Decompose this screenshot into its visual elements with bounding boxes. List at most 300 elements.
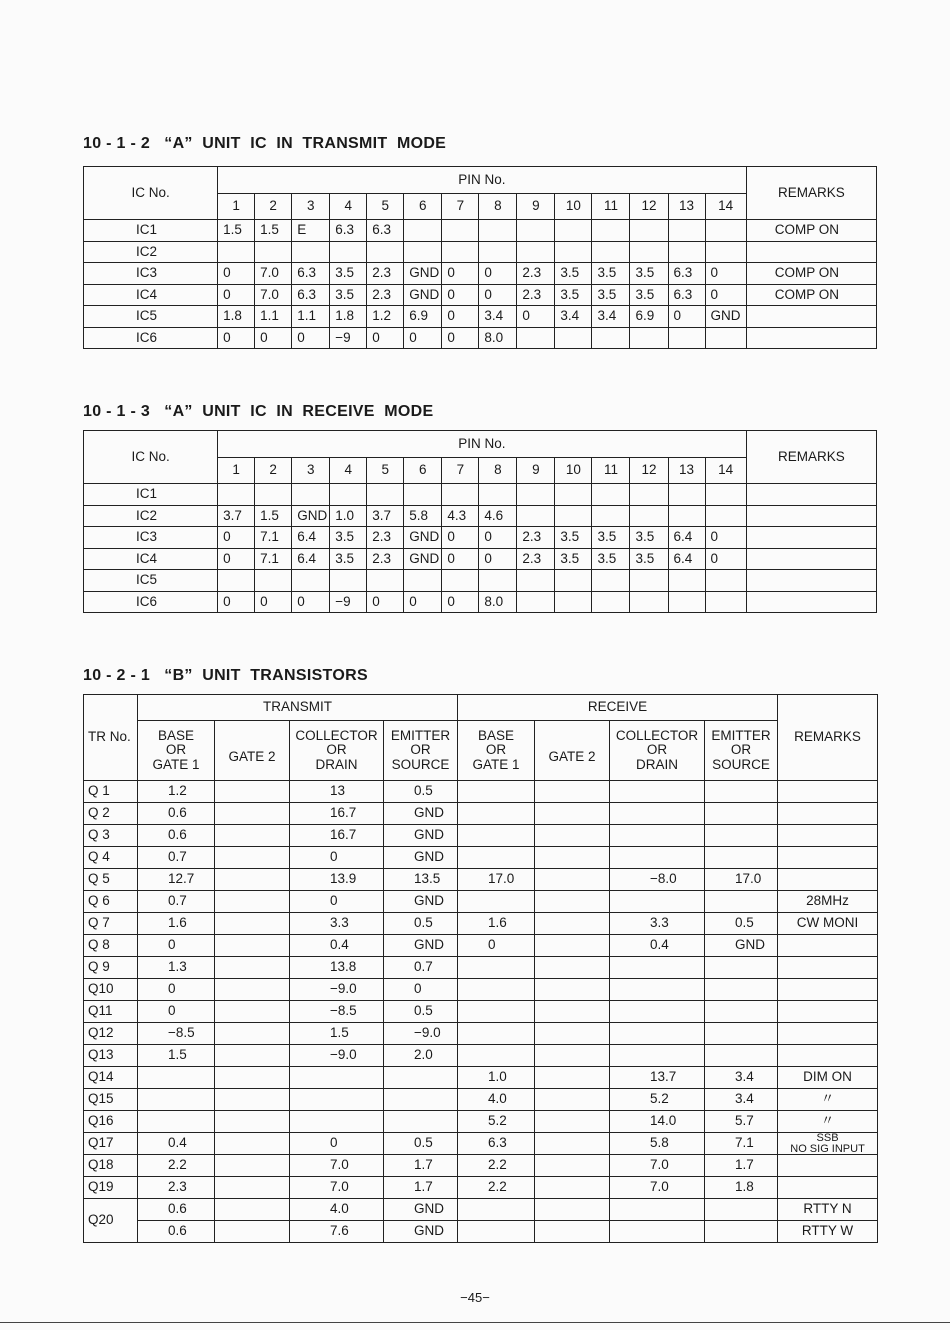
voltage-cell: 5.2 [458,1111,535,1133]
voltage-cell [458,1045,535,1067]
pin-value-cell [705,241,746,263]
voltage-cell: 1.2 [138,781,215,803]
pin-value-cell: 1.8 [330,306,367,328]
voltage-cell: −8.0 [610,869,705,891]
pin-value-cell: 0 [479,548,517,570]
voltage-cell [610,1199,705,1221]
voltage-cell [535,1155,610,1177]
pin-value-cell [630,505,668,527]
voltage-cell [610,781,705,803]
voltage-cell: GND [384,803,458,825]
pin-value-cell: 6.4 [292,527,330,549]
voltage-cell [215,913,290,935]
pin-value-cell [218,241,255,263]
ic-transmit-table [83,166,877,349]
remarks-header: REMARKS [746,167,876,220]
voltage-cell [138,1067,215,1089]
tr-number-cell: Q 3 [84,825,138,847]
pin-value-cell [367,484,404,506]
remarks-cell [778,847,878,869]
table-row [84,548,877,570]
voltage-cell [610,1221,705,1243]
pin-value-cell [705,484,746,506]
voltage-cell [535,825,610,847]
voltage-cell: −8.5 [290,1001,384,1023]
voltage-cell: 0.6 [138,1199,215,1221]
pin-value-cell: 3.4 [555,306,592,328]
pin-column-header: 8 [479,458,517,484]
pin-value-cell [442,220,479,242]
voltage-cell: 7.0 [290,1177,384,1199]
voltage-cell [705,957,778,979]
pin-value-cell [705,505,746,527]
pin-column-header: 14 [705,194,746,220]
pin-value-cell [292,570,330,592]
remarks-header: REMARKS [746,431,876,484]
voltage-cell: 1.7 [384,1155,458,1177]
section-title-transmit-ic: 10 - 1 - 2 “A” UNIT IC IN TRANSMIT MODE [83,135,447,152]
voltage-cell [705,847,778,869]
pin-value-cell [705,327,746,349]
pin-column-header: 7 [442,194,479,220]
pin-value-cell: 5.8 [404,505,442,527]
remarks-cell: COMP ON [746,220,876,242]
pin-value-cell [442,570,479,592]
pin-value-cell [555,484,592,506]
pin-value-cell: E [292,220,330,242]
voltage-cell: 13.5 [384,869,458,891]
tr-number-cell: Q15 [84,1089,138,1111]
pin-value-cell [255,484,292,506]
pin-value-cell: 3.5 [555,263,592,285]
voltage-cell: 0 [290,1133,384,1155]
table-row [84,1133,878,1155]
voltage-cell: 13.9 [290,869,384,891]
pin-value-cell [668,570,705,592]
voltage-cell [705,1045,778,1067]
voltage-cell [458,847,535,869]
table-row [84,781,878,803]
pin-value-cell [255,241,292,263]
ic-number-cell: IC6 [84,327,218,349]
column-header-line: OR [326,742,347,758]
ic-number-cell: IC3 [84,263,218,285]
pin-value-cell: 0 [442,548,479,570]
voltage-cell: 0.7 [138,847,215,869]
pin-value-cell: 6.4 [292,548,330,570]
ic-number-cell: IC1 [84,220,218,242]
voltage-cell: GND [384,891,458,913]
table-row [84,1089,878,1111]
pin-value-cell [292,241,330,263]
pin-value-cell: 7.0 [255,284,292,306]
pin-value-cell [668,220,705,242]
pin-value-cell [592,220,630,242]
voltage-cell [458,803,535,825]
voltage-cell: 1.3 [138,957,215,979]
table-row [84,979,878,1001]
voltage-cell [215,781,290,803]
voltage-cell: 7.0 [290,1155,384,1177]
remarks-cell [778,825,878,847]
pin-value-cell [479,241,517,263]
section-title-transistors: 10 - 2 - 1 “B” UNIT TRANSISTORS [83,667,368,684]
voltage-cell: 3.3 [290,913,384,935]
pin-value-cell: 0 [442,327,479,349]
table-row [84,327,877,349]
remarks-cell: CW MONI [778,913,878,935]
voltage-cell [705,1023,778,1045]
pin-value-cell: 7.0 [255,263,292,285]
voltage-cell [290,1089,384,1111]
voltage-cell [215,847,290,869]
pin-value-cell: 4.6 [479,505,517,527]
gate2-header [535,721,610,781]
pin-value-cell [517,241,555,263]
pin-value-cell: 2.3 [517,284,555,306]
pin-value-cell: 3.5 [592,548,630,570]
pin-value-cell [404,484,442,506]
voltage-cell [535,1111,610,1133]
ic-number-cell: IC3 [84,527,218,549]
voltage-cell [215,891,290,913]
voltage-cell: 13 [290,781,384,803]
column-header-line: SOURCE [391,756,450,772]
voltage-cell [535,781,610,803]
pin-value-cell: 0 [292,591,330,613]
pin-value-cell: 2.3 [367,284,404,306]
tr-number-header: TR No. [84,695,138,781]
pin-value-cell [517,570,555,592]
voltage-cell [610,891,705,913]
pin-value-cell [218,484,255,506]
receive-header: RECEIVE [458,695,778,721]
pin-column-header: 12 [630,458,668,484]
pin-value-cell [555,241,592,263]
table-row [84,591,877,613]
table-row [84,869,878,891]
voltage-cell: 0.4 [610,935,705,957]
transistor-table [83,694,878,1243]
gate2-label: GATE 2 [548,749,596,765]
pin-value-cell: −9 [330,327,367,349]
gate2-label: GATE 2 [228,749,276,765]
pin-value-cell [592,570,630,592]
table-row [84,1001,878,1023]
voltage-cell: 13.7 [610,1067,705,1089]
pin-value-cell: 6.4 [668,527,705,549]
pin-value-cell [517,327,555,349]
voltage-cell: 12.7 [138,869,215,891]
table-row [84,1199,878,1221]
voltage-cell: 6.3 [458,1133,535,1155]
table-row [84,241,877,263]
voltage-cell [458,825,535,847]
pin-value-cell: 3.5 [630,284,668,306]
table-row [84,891,878,913]
column-header-line: OR [410,742,431,758]
voltage-cell [458,1023,535,1045]
table-row [84,1067,878,1089]
remarks-cell [778,935,878,957]
tr-number-cell: Q 2 [84,803,138,825]
remarks-header: REMARKS [778,695,878,781]
voltage-cell: GND [384,825,458,847]
voltage-cell: 2.3 [138,1177,215,1199]
voltage-cell [705,781,778,803]
pin-value-cell [330,241,367,263]
pin-value-cell [555,327,592,349]
pin-column-header: 9 [517,458,555,484]
pin-column-header: 13 [668,194,705,220]
pin-value-cell: −9 [330,591,367,613]
voltage-cell: −9.0 [384,1023,458,1045]
pin-value-cell: 1.5 [255,505,292,527]
pin-value-cell [555,570,592,592]
remarks-cell [778,781,878,803]
pin-value-cell: 0 [705,527,746,549]
pin-value-cell: 1.1 [292,306,330,328]
pin-value-cell: 6.3 [330,220,367,242]
remarks-cell [746,591,876,613]
remarks-cell [778,1045,878,1067]
pin-value-cell [592,484,630,506]
pin-value-cell: 0 [255,591,292,613]
voltage-cell [215,1045,290,1067]
voltage-cell: 0.6 [138,825,215,847]
voltage-cell [215,1221,290,1243]
pin-value-cell [668,241,705,263]
voltage-cell [535,803,610,825]
voltage-cell: −9.0 [290,1045,384,1067]
voltage-cell: 0.6 [138,803,215,825]
remarks-cell: 〃 [778,1111,878,1133]
pin-value-cell: GND [404,263,442,285]
voltage-cell [215,1177,290,1199]
tr-number-cell: Q 4 [84,847,138,869]
pin-value-cell [630,570,668,592]
voltage-cell: 1.0 [458,1067,535,1089]
pin-value-cell: 3.5 [630,263,668,285]
tr-number-cell: Q13 [84,1045,138,1067]
voltage-cell: 0.5 [384,913,458,935]
pin-value-cell [668,591,705,613]
pin-value-cell: 0 [218,327,255,349]
remarks-cell: 〃 [778,1089,878,1111]
voltage-cell [215,1023,290,1045]
pin-value-cell: 3.5 [330,284,367,306]
voltage-cell [535,891,610,913]
pin-value-cell: 6.9 [404,306,442,328]
pin-value-cell: 6.3 [668,284,705,306]
voltage-cell [610,847,705,869]
voltage-cell: 0 [458,935,535,957]
pin-value-cell [292,484,330,506]
pin-value-cell [630,220,668,242]
pin-value-cell [705,220,746,242]
column-header-line: DRAIN [635,756,678,772]
pin-value-cell: 1.5 [218,220,255,242]
tr-number-cell: Q19 [84,1177,138,1199]
tr-number-cell: Q12 [84,1023,138,1045]
column-header-line: OR [485,742,507,758]
tr-number-cell: Q 8 [84,935,138,957]
voltage-cell [215,935,290,957]
pin-value-cell: 2.3 [367,527,404,549]
pin-value-cell: 2.3 [517,527,555,549]
voltage-cell [384,1067,458,1089]
voltage-cell [535,1089,610,1111]
voltage-cell: 17.0 [458,869,535,891]
pin-value-cell: 3.7 [218,505,255,527]
voltage-cell [705,1001,778,1023]
column-header-line: GATE 1 [472,756,520,772]
pin-value-cell: 0 [442,263,479,285]
remarks-cell [746,548,876,570]
pin-value-cell [218,570,255,592]
table-row [84,527,877,549]
voltage-cell [535,913,610,935]
voltage-cell: GND [384,847,458,869]
pin-value-cell [330,484,367,506]
remarks-cell [778,803,878,825]
voltage-cell [458,957,535,979]
pin-value-cell: 3.7 [367,505,404,527]
pin-value-cell: 3.5 [630,527,668,549]
voltage-cell: 0.5 [384,1133,458,1155]
voltage-cell [535,1045,610,1067]
voltage-cell [458,1001,535,1023]
table-row [84,825,878,847]
ic-number-cell: IC4 [84,548,218,570]
pin-value-cell: 0 [404,591,442,613]
voltage-cell: 0.5 [705,913,778,935]
pin-value-cell: 0 [367,327,404,349]
pin-column-header: 1 [218,194,255,220]
remarks-cell [746,527,876,549]
tr-number-cell: Q14 [84,1067,138,1089]
pin-value-cell [668,505,705,527]
voltage-cell [215,1089,290,1111]
pin-column-header: 8 [479,194,517,220]
pin-value-cell: GND [292,505,330,527]
voltage-cell [458,979,535,1001]
tr-number-cell: Q 6 [84,891,138,913]
pin-value-cell: 0 [479,284,517,306]
column-header-line: COLLECTOR [615,728,699,744]
voltage-cell: 1.6 [458,913,535,935]
pin-value-cell: 0 [218,527,255,549]
voltage-cell: 0 [138,979,215,1001]
pin-value-cell [442,241,479,263]
voltage-cell [215,869,290,891]
remarks-cell [746,241,876,263]
pin-value-cell: 3.5 [330,527,367,549]
voltage-cell: 14.0 [610,1111,705,1133]
voltage-cell: GND [384,1199,458,1221]
voltage-cell [705,1221,778,1243]
voltage-cell: 13.8 [290,957,384,979]
remarks-cell [778,1023,878,1045]
bottom-rule [0,1322,950,1323]
pin-value-cell [404,241,442,263]
ic-number-cell: IC5 [84,570,218,592]
voltage-cell: 4.0 [290,1199,384,1221]
column-header-line: OR [730,742,752,758]
pin-value-cell: GND [404,548,442,570]
remarks-cell [778,1133,878,1155]
voltage-cell: 7.0 [610,1177,705,1199]
emitter-source-header [384,721,458,781]
tr-number-cell: Q 9 [84,957,138,979]
tr-number-cell: Q16 [84,1111,138,1133]
voltage-cell [290,1067,384,1089]
voltage-cell [535,1001,610,1023]
pin-value-cell: 2.3 [517,263,555,285]
table-row [84,306,877,328]
voltage-cell: 16.7 [290,825,384,847]
remarks-cell [746,327,876,349]
pin-column-header: 11 [592,458,630,484]
voltage-cell: 4.0 [458,1089,535,1111]
ic-number-cell: IC2 [84,241,218,263]
voltage-cell [458,1221,535,1243]
pin-value-cell: 0 [705,284,746,306]
voltage-cell: 1.5 [290,1023,384,1045]
pin-column-header: 6 [404,194,442,220]
voltage-cell [705,1199,778,1221]
voltage-cell: 0.7 [384,957,458,979]
pin-value-cell: 0 [705,548,746,570]
voltage-cell: 1.7 [705,1155,778,1177]
table-row [84,1111,878,1133]
pin-value-cell: 2.3 [367,263,404,285]
voltage-cell [138,1089,215,1111]
voltage-cell [535,1177,610,1199]
remarks-cell [778,979,878,1001]
voltage-cell: 3.3 [610,913,705,935]
table-row [84,220,877,242]
pin-value-cell: 0 [479,527,517,549]
column-header-line: SOURCE [712,756,770,772]
table-row [84,263,877,285]
voltage-cell [215,957,290,979]
voltage-cell: 0 [290,847,384,869]
pin-value-cell: GND [404,284,442,306]
pin-value-cell: 3.4 [592,306,630,328]
voltage-cell: GND [705,935,778,957]
ic-number-cell: IC2 [84,505,218,527]
voltage-cell: 0 [138,1001,215,1023]
pin-number-header: PIN No. [218,167,747,194]
tr-number-cell: Q20 [84,1199,138,1243]
voltage-cell [215,979,290,1001]
table-row [84,803,878,825]
emitter-source-header [705,721,778,781]
table-row [84,1177,878,1199]
voltage-cell [535,869,610,891]
table-row [84,847,878,869]
voltage-cell [705,891,778,913]
pin-value-cell: 6.9 [630,306,668,328]
pin-value-cell [442,484,479,506]
pin-value-cell [367,241,404,263]
pin-value-cell [630,327,668,349]
table-row [84,570,877,592]
pin-value-cell: 8.0 [479,591,517,613]
voltage-cell [384,1089,458,1111]
pin-value-cell: 0 [442,591,479,613]
